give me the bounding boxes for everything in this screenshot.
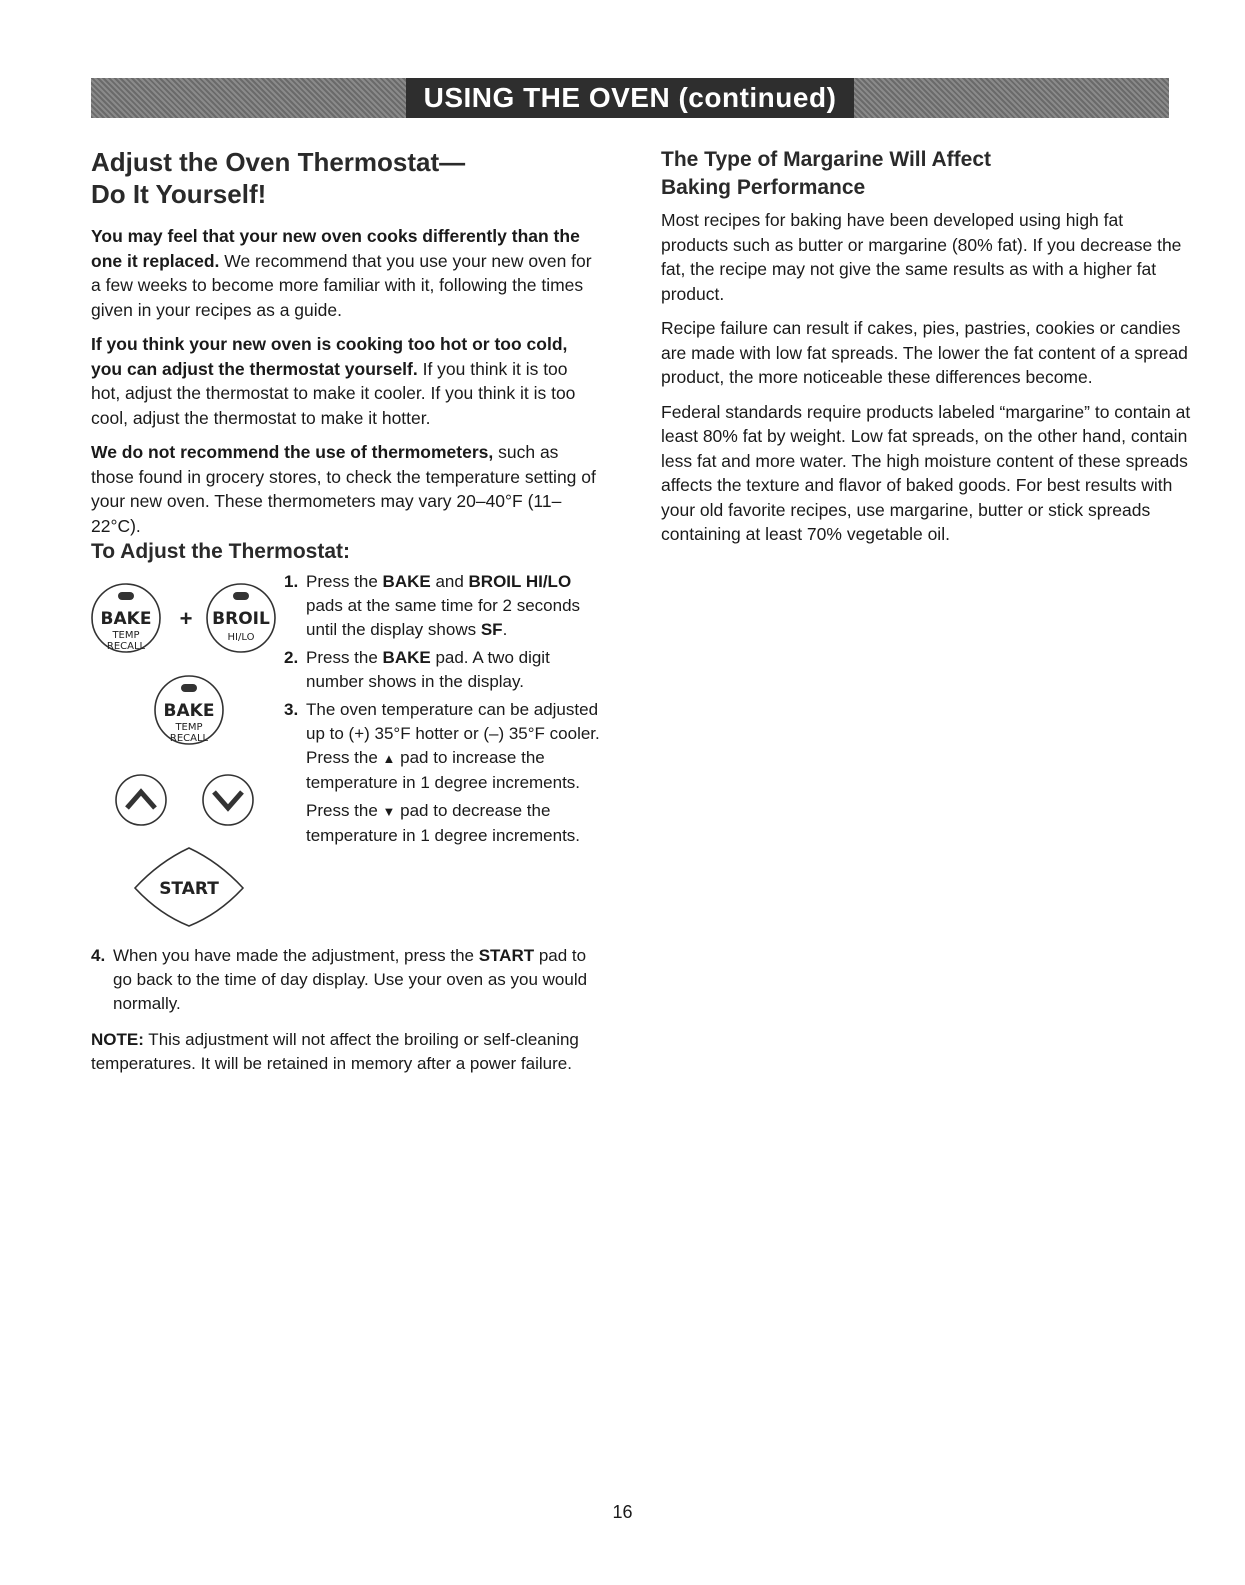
bake-pad-label: BAKE xyxy=(100,609,152,629)
thermostat-title xyxy=(91,146,601,210)
step-3-text xyxy=(306,698,604,795)
margarine-paragraph-2: Recipe failure can result if cakes, pies, pastries, cookies or candies are made with low fat spreads. The lower the fat content of a spread product, the more noticeable these differences become. xyxy=(661,318,1188,387)
step-3-continued xyxy=(284,799,604,848)
margarine-title xyxy=(661,146,1191,202)
bake-pad-2-sub1: TEMP xyxy=(175,722,203,733)
broil-pad-label: BROIL xyxy=(212,609,270,629)
step-1-g: . xyxy=(502,620,508,639)
steps-list xyxy=(284,570,604,848)
margarine-title-line2: Baking Performance xyxy=(661,176,866,199)
control-pad-diagram xyxy=(91,570,281,930)
step-1-number: 1. xyxy=(284,572,299,591)
bake-pad-icon-2 xyxy=(155,676,223,744)
section-banner xyxy=(91,78,1169,118)
page-number: 16 xyxy=(612,1502,633,1522)
note-paragraph xyxy=(91,1028,601,1076)
step-1-a: Press the xyxy=(306,572,383,591)
step-1-sf: SF xyxy=(480,620,503,639)
step-3-c: Press the xyxy=(306,801,383,820)
bake-pad-icon xyxy=(92,584,160,652)
step-1-c: and xyxy=(430,572,469,591)
margarine-paragraph-1: Most recipes for baking have been developed using high fat products such as butter or margarine (80% fat). If you decrease the fat, the recipe may not give the same results as with a higher fat product. xyxy=(661,210,1182,304)
adjust-text: If you think it is too hot, adjust the thermostat to make it cooler. If you think it is too cool, adjust the thermostat to make it hotter. xyxy=(91,358,576,428)
adjust-paragraph xyxy=(91,332,601,430)
banner-label-box xyxy=(406,78,855,118)
step-4 xyxy=(91,944,601,1016)
step-2 xyxy=(284,646,604,694)
step-1-text xyxy=(306,570,604,642)
thermometer-paragraph xyxy=(91,440,601,538)
to-adjust-heading: To Adjust the Thermostat: xyxy=(91,540,350,563)
step-1 xyxy=(284,570,604,642)
bake-pad-sub1: TEMP xyxy=(112,630,140,641)
step-1-broil: BROIL HI/LO xyxy=(468,572,572,591)
note-label: NOTE: xyxy=(91,1030,144,1049)
step-2-number: 2. xyxy=(284,648,299,667)
thermostat-title-line2: Do It Yourself! xyxy=(91,179,267,209)
margarine-title-line1: The Type of Margarine Will Affect xyxy=(661,148,992,171)
thermometer-bold: We do not recommend the use of thermometers, xyxy=(91,442,494,462)
note-text: This adjustment will not affect the broiling or self-cleaning temperatures. It will be retained in memory after a power failure. xyxy=(91,1030,579,1073)
steps-area xyxy=(91,570,601,940)
adjust-bold: If you think your new oven is cooking too hot or too cold, you can adjust the thermostat yourself. xyxy=(91,334,568,379)
up-arrow-icon: ▲ xyxy=(382,751,396,766)
step-2-a: Press the xyxy=(306,648,383,667)
step-4-number: 4. xyxy=(91,946,106,965)
step-2-c: pad. A two digit number shows in the display. xyxy=(306,648,550,691)
intro-paragraph xyxy=(91,224,601,322)
step-1-bake: BAKE xyxy=(382,572,431,591)
thermometer-text: such as those found in grocery stores, to check the temperature setting of your new oven. These thermometers may vary 20–40°F (11–22°C). xyxy=(91,442,596,536)
down-arrow-pad-icon xyxy=(203,775,253,825)
step-2-text xyxy=(306,646,604,694)
step-2-bake: BAKE xyxy=(382,648,431,667)
left-column xyxy=(91,146,601,1076)
banner-title: USING THE OVEN (continued) xyxy=(423,82,837,113)
step-3 xyxy=(284,698,604,795)
step-4-c: pad to go back to the time of day display. Use your oven as you would normally. xyxy=(113,946,588,1013)
thermostat-title-line1: Adjust the Oven Thermostat— xyxy=(91,147,466,177)
step-1-e: pads at the same time for 2 seconds until the display shows xyxy=(306,596,581,639)
margarine-paragraph-3: Federal standards require products labeled “margarine” to contain at least 80% fat by weight. Low fat spreads, on the other hand, contain less fat and more water. The high moisture content of these spreads affects the texture and flavor of baked goods. For best results with your old favorite recipes, use margarine, butter or stick spreads containing at least 70% vegetable oil. xyxy=(661,401,1191,544)
up-arrow-pad-icon xyxy=(116,775,166,825)
bake-pad-sub2: RECALL xyxy=(106,641,146,652)
step-4-a: When you have made the adjustment, press the xyxy=(113,946,479,965)
bake-pad-2-sub2: RECALL xyxy=(169,733,209,744)
intro-bold: You may feel that your new oven cooks differently than the one it replaced. xyxy=(91,226,580,271)
intro-text: We recommend that you use your new oven for a few weeks to become more familiar with it, following the times given in your recipes as a guide. xyxy=(91,250,592,320)
step-4-start: START xyxy=(478,946,535,965)
bake-pad-2-label: BAKE xyxy=(163,701,215,721)
step-3-number: 3. xyxy=(284,700,299,719)
start-pad-label: START xyxy=(159,879,219,899)
right-column xyxy=(661,146,1191,547)
step-3-d: pad to decrease the temperature in 1 degree increments. xyxy=(306,801,581,845)
down-arrow-icon: ▼ xyxy=(382,804,396,819)
broil-pad-sub: HI/LO xyxy=(227,632,255,643)
start-pad-icon xyxy=(135,848,243,926)
step-3-b: pad to increase the temperature in 1 degree increments. xyxy=(306,748,581,792)
broil-pad-icon xyxy=(207,584,275,652)
step-4-text xyxy=(113,944,601,1016)
plus-sign: + xyxy=(179,606,193,631)
step-3-a: The oven temperature can be adjusted up to (+) 35°F hotter or (–) 35°F cooler. Press the xyxy=(306,700,600,767)
